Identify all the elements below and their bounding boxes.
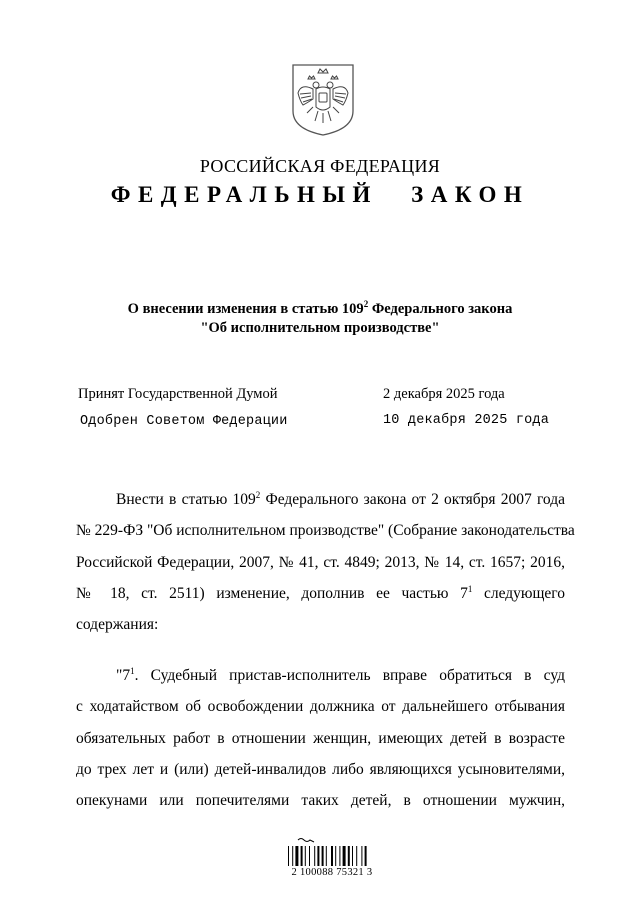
body-paragraph-2 bbox=[76, 660, 565, 816]
body-paragraph-1 bbox=[76, 484, 575, 640]
country-name: РОССИЙСКАЯ ФЕДЕРАЦИЯ bbox=[199, 156, 441, 176]
paragraph-line bbox=[76, 484, 565, 515]
document-type: ФЕДЕРАЛЬНЫЙ ЗАКОН bbox=[110, 182, 530, 207]
state-emblem-icon bbox=[291, 63, 355, 137]
law-title bbox=[0, 300, 640, 338]
paragraph-text: следующего bbox=[472, 584, 566, 602]
superscript: 1 bbox=[467, 583, 473, 594]
paragraph-text: Внести в статью 109 bbox=[116, 491, 256, 508]
paragraph-text: № 18, ст. 2511) изменение, дополнив ее частью 7 bbox=[76, 584, 468, 602]
paragraph-line: опекунами или попечителями таких детей, в отношении мужчин, bbox=[76, 792, 565, 810]
title-text: О внесении изменения в статью 109 bbox=[127, 301, 364, 317]
approved-by-council-label: Одобрен Советом Федерации bbox=[80, 414, 288, 429]
approved-by-council-date: 10 декабря 2025 года bbox=[383, 413, 550, 428]
paragraph-text: Федерального закона от 2 октября 2007 года bbox=[260, 491, 565, 508]
law-title-line-1 bbox=[0, 300, 640, 319]
paragraph-line: обязательных работ в отношении женщин, имеющих детей в возрасте bbox=[76, 729, 565, 747]
paragraph-line bbox=[76, 578, 565, 609]
superscript: 2 bbox=[255, 490, 261, 500]
superscript: 1 bbox=[130, 666, 135, 676]
paragraph-text: . Судебный пристав-исполнитель вправе обратиться в суд bbox=[134, 667, 565, 684]
paragraph-line: Российской Федерации, 2007, № 41, ст. 4849; 2013, № 14, ст. 1657; 2016, bbox=[76, 553, 565, 571]
barcode-number: 2 100088 75321 3 bbox=[291, 867, 373, 878]
law-title-line-2: "Об исполнительном производстве" bbox=[200, 320, 440, 336]
paragraph-line: с ходатайством об освобождении должника от дальнейшего отбывания bbox=[76, 698, 565, 716]
adopted-by-duma-label: Принят Государственной Думой bbox=[78, 386, 278, 402]
adopted-by-duma-date: 2 декабря 2025 года bbox=[383, 386, 505, 402]
title-superscript: 2 bbox=[363, 299, 369, 309]
paragraph-line: до трех лет и (или) детей-инвалидов либо являющихся усыновителями, bbox=[76, 760, 565, 778]
paragraph-text: "7 bbox=[116, 667, 131, 684]
paragraph-line: содержания: bbox=[76, 616, 159, 634]
title-text: Федерального закона bbox=[368, 301, 513, 317]
paragraph-line bbox=[76, 660, 565, 691]
paragraph-line: № 229-ФЗ "Об исполнительном производстве" (Собрание законодательства bbox=[76, 522, 575, 540]
